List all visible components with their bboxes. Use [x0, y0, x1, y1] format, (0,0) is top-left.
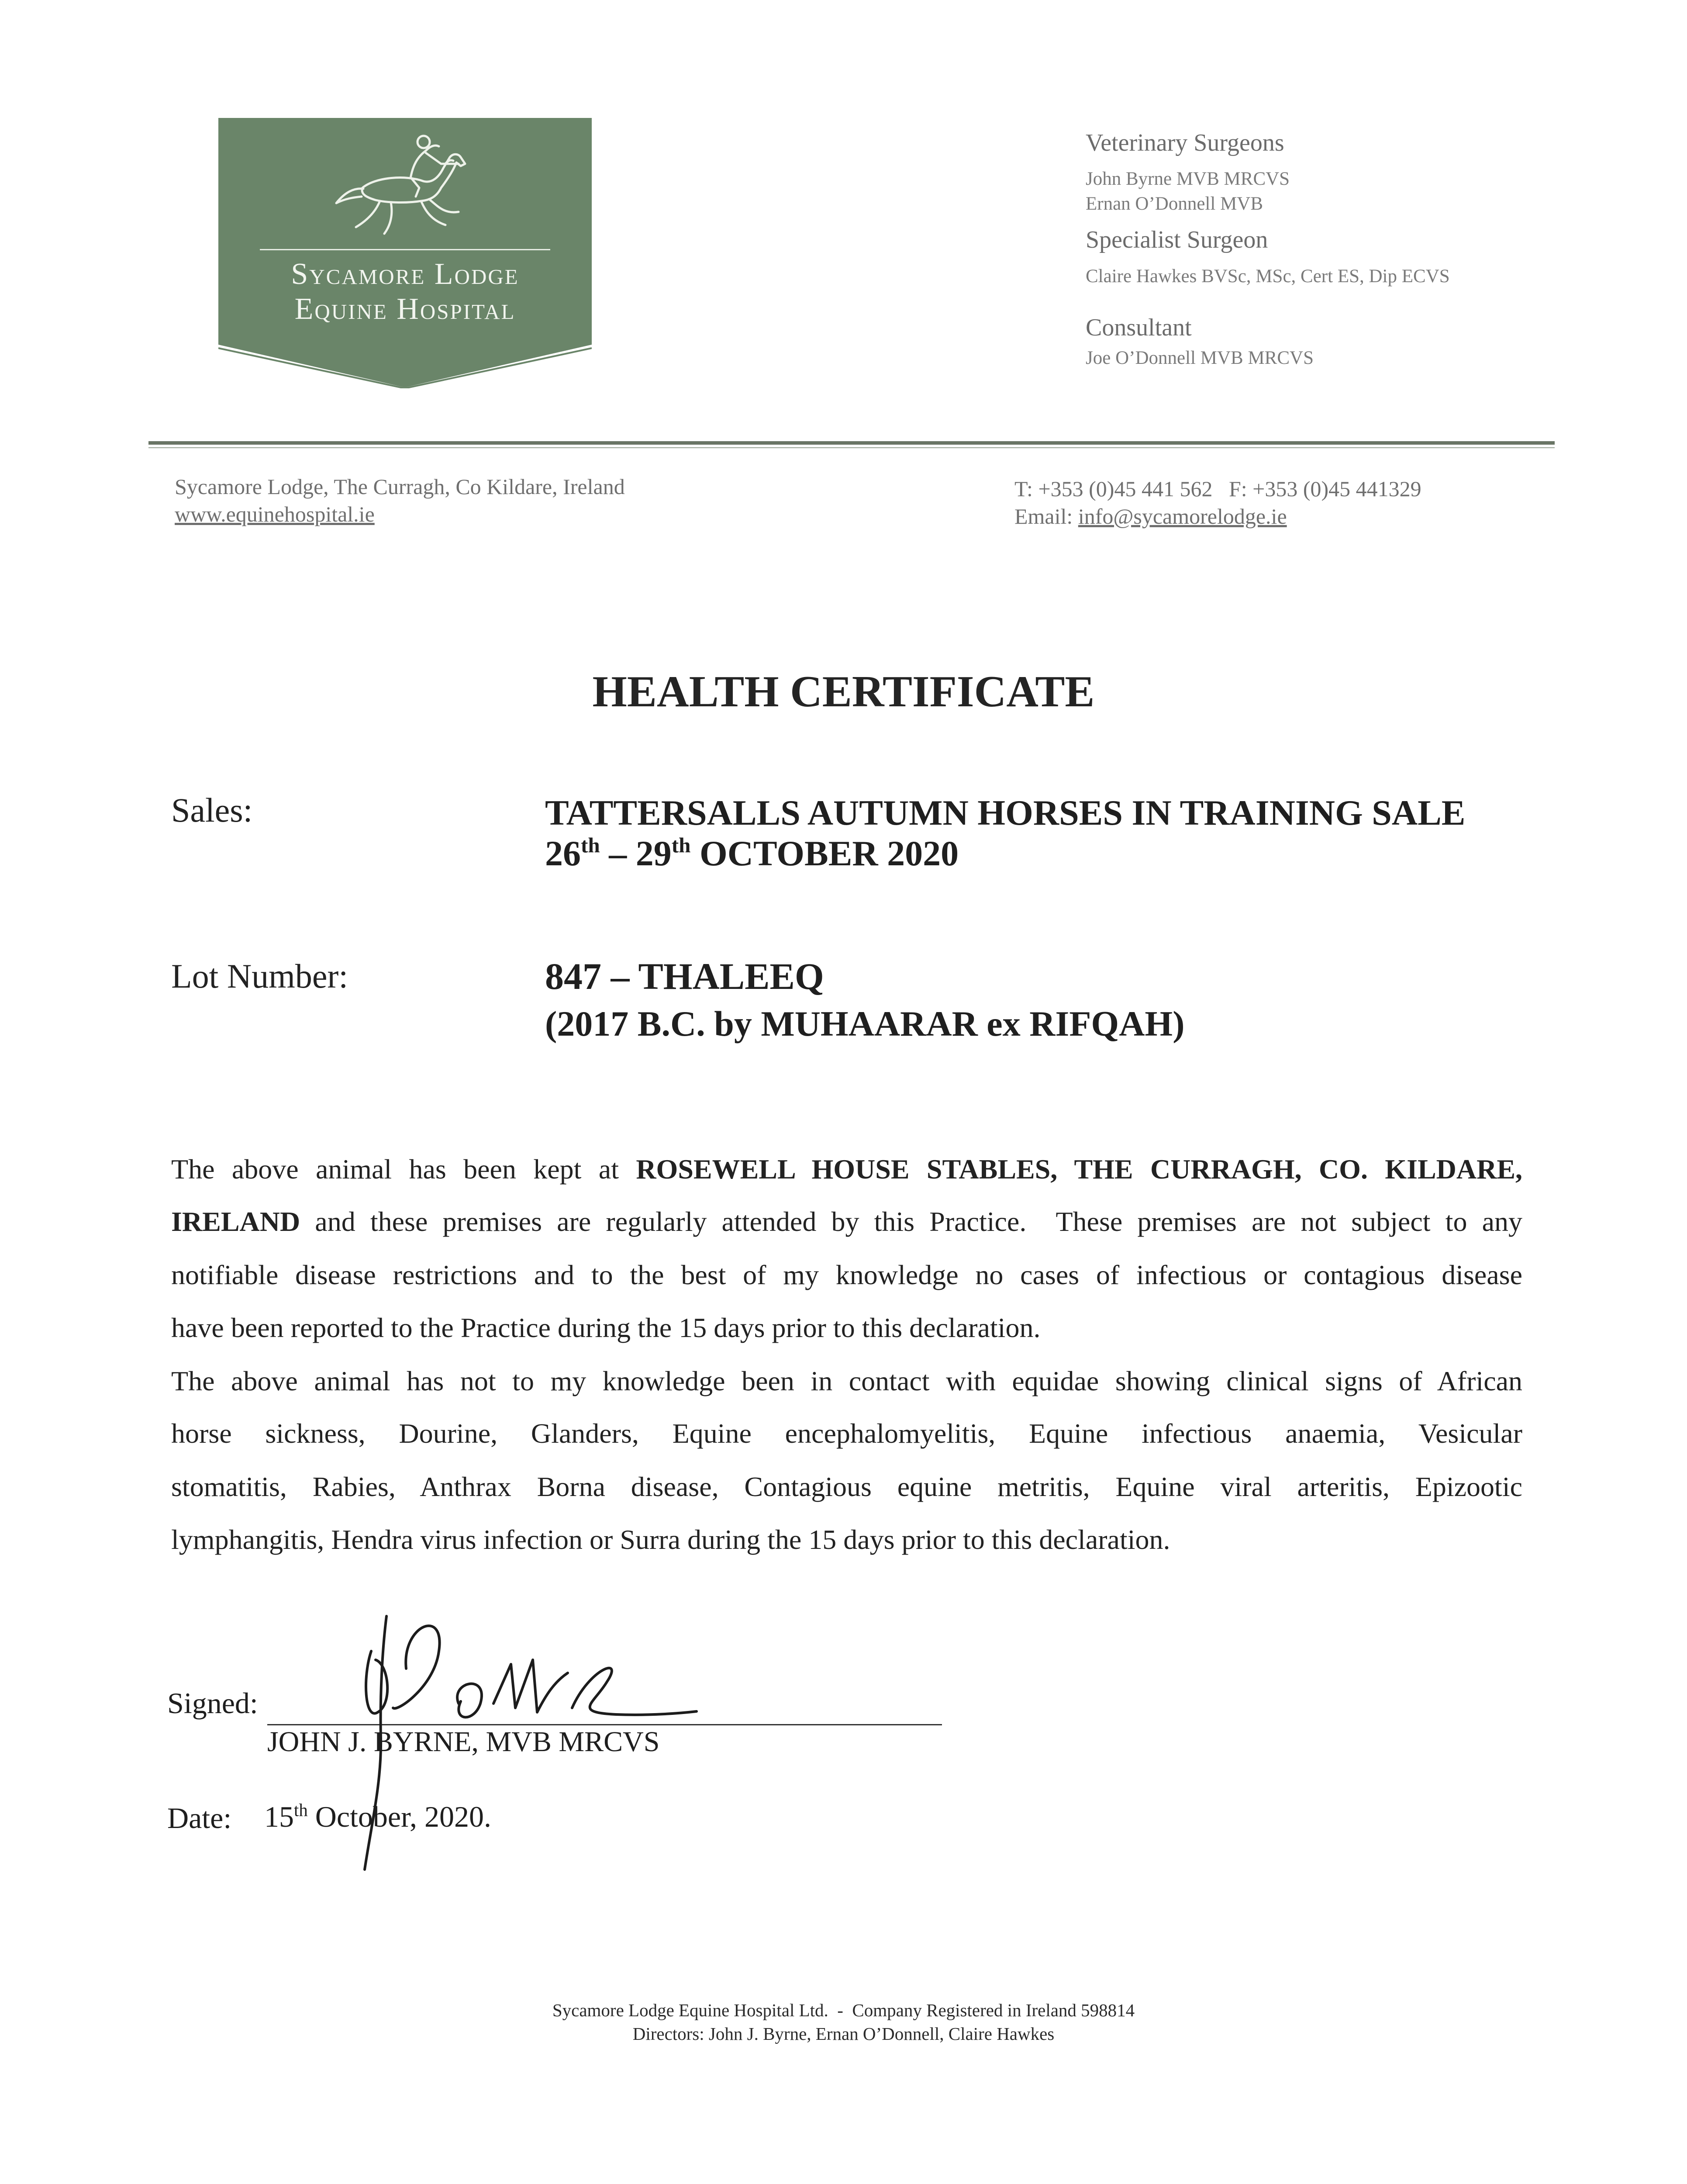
phone-fax: T: +353 (0)45 441 562 F: +353 (0)45 441329: [1014, 477, 1421, 501]
logo-divider: [260, 249, 550, 250]
lot-value: 847 – THALEEQ: [545, 955, 824, 997]
lot-pedigree: (2017 B.C. by MUHAARAR ex RIFQAH): [545, 1004, 1185, 1044]
lot-number-label: Lot Number:: [171, 957, 348, 995]
consultant-heading: Consultant: [1086, 314, 1192, 341]
logo-name-line-1: Sycamore Lodge: [291, 257, 519, 291]
signed-label: Signed:: [167, 1686, 258, 1720]
header-divider: [148, 447, 1555, 448]
declaration-line: have been reported to the Practice during the 15 days prior to this declaration.: [171, 1312, 1041, 1343]
vet-surgeon-name: Ernan O’Donnell MVB: [1086, 194, 1263, 214]
signatory-name: JOHN J. BYRNE, MVB MRCVS: [267, 1726, 660, 1758]
declaration-line: IRELAND and these premises are regularly attended by this Practice. These premises are not subject to any: [171, 1206, 1522, 1237]
declaration-line: The above animal has not to my knowledge been in contact with equidae showing clinical signs of African: [171, 1365, 1522, 1396]
header-divider: [148, 441, 1555, 445]
declaration-line: stomatitis, Rabies, Anthrax Borna disease, Contagious equine metritis, Equine viral arteritis, Epizootic: [171, 1471, 1522, 1502]
consultant-name: Joe O’Donnell MVB MRCVS: [1086, 348, 1314, 368]
horse-and-jockey-icon: [314, 122, 489, 249]
email-label: Email:: [1014, 504, 1073, 529]
sales-dates: 26th – 29th OCTOBER 2020: [545, 833, 959, 873]
specialist-heading: Specialist Surgeon: [1086, 226, 1268, 253]
logo-ribbon: [218, 336, 592, 388]
logo-name-line-2: Equine Hospital: [294, 292, 516, 326]
vet-surgeon-name: John Byrne MVB MRCVS: [1086, 169, 1290, 189]
email-row: [1014, 504, 1287, 529]
specialist-name: Claire Hawkes BVSc, MSc, Cert ES, Dip ECVS: [1086, 266, 1450, 287]
vet-surgeons-heading: Veterinary Surgeons: [1086, 129, 1284, 156]
company-registration: Sycamore Lodge Equine Hospital Ltd. - Company Registered in Ireland 598814: [552, 2000, 1135, 2020]
declaration-line: horse sickness, Dourine, Glanders, Equine encephalomyelitis, Equine infectious anaemia, Vesicular: [171, 1418, 1522, 1449]
hospital-address: Sycamore Lodge, The Curragh, Co Kildare, Ireland: [175, 474, 625, 499]
declaration-line: notifiable disease restrictions and to the best of my knowledge no cases of infectious or contagious disease: [171, 1259, 1522, 1290]
email-link[interactable]: info@sycamorelodge.ie: [1078, 504, 1287, 529]
sales-label: Sales:: [171, 791, 253, 829]
signature-date: 15th October, 2020.: [264, 1800, 492, 1833]
declaration-line: lymphangitis, Hendra virus infection or Surra during the 15 days prior to this declaration.: [171, 1524, 1170, 1555]
date-label: Date:: [167, 1801, 232, 1835]
certificate-title: HEALTH CERTIFICATE: [592, 667, 1095, 716]
handwritten-signature: [345, 1599, 699, 1878]
directors-line: Directors: John J. Byrne, Ernan O’Donnell, Claire Hawkes: [632, 2024, 1055, 2044]
sales-name: TATTERSALLS AUTUMN HORSES IN TRAINING SALE: [545, 793, 1466, 833]
website-link[interactable]: www.equinehospital.ie: [175, 502, 375, 526]
declaration-line: The above animal has been kept at ROSEWELL HOUSE STABLES, THE CURRAGH, CO. KILDARE,: [171, 1154, 1523, 1185]
hospital-logo: [218, 118, 592, 336]
